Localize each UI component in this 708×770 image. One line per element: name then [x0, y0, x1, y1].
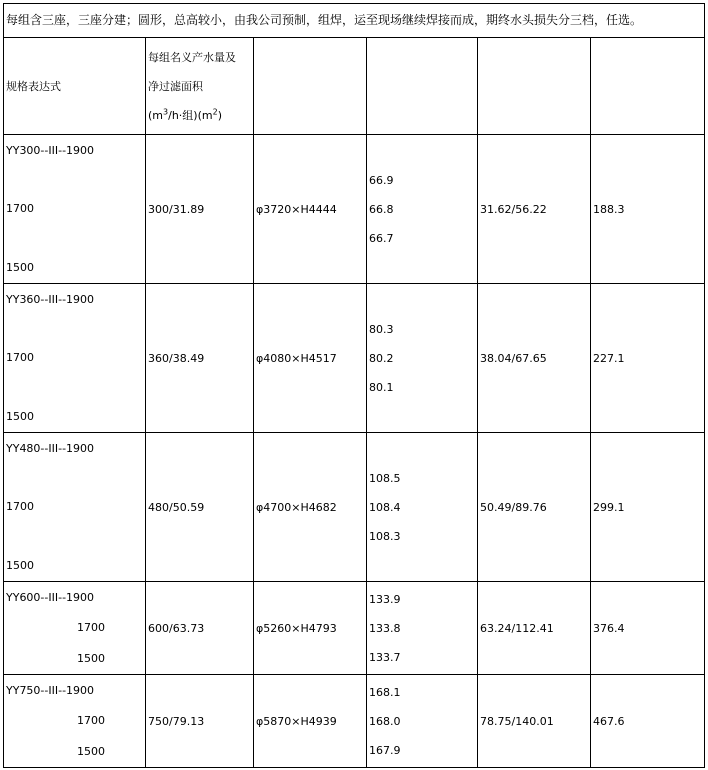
- table-row: [4, 433, 705, 582]
- header-flow-area: [146, 38, 254, 135]
- table-row: [4, 284, 705, 433]
- spec-1900: YY360--III--1900: [6, 293, 95, 306]
- spec-1900: YY480--III--1900: [6, 442, 95, 455]
- spec-1700: 1700: [77, 621, 105, 634]
- spec-cell: [4, 284, 146, 433]
- head-value: 80.2: [369, 351, 394, 365]
- heads-cell: [367, 582, 478, 675]
- note-text: 每组含三座，三座分建；圆形，总高较小，由我公司预制，组焊，运至现场继续焊接而成，期终水头损失分三档，任选。: [4, 4, 705, 38]
- spec-1700: 1700: [6, 351, 34, 364]
- dimension-cell: φ4700×H4682: [254, 433, 367, 582]
- header-empty-6: [591, 38, 705, 135]
- spec-1500: 1500: [6, 559, 34, 572]
- table-row: [4, 675, 705, 768]
- head-value: 133.9: [369, 592, 401, 606]
- dimension-cell: φ5870×H4939: [254, 675, 367, 768]
- head-value: 66.7: [369, 231, 394, 245]
- head-value: 133.7: [369, 650, 401, 664]
- header-flow-line1: 每组名义产水量及: [148, 50, 236, 64]
- head-value: 168.1: [369, 685, 401, 699]
- header-flow-line2: 净过滤面积: [148, 79, 203, 93]
- spec-1500: 1500: [6, 410, 34, 423]
- weight-cell: 227.1: [591, 284, 705, 433]
- spec-1500: 1500: [77, 745, 105, 758]
- spec-1700: 1700: [6, 500, 34, 513]
- dimension-cell: φ5260×H4793: [254, 582, 367, 675]
- head-value: 66.9: [369, 173, 394, 187]
- flow-area-cell: 480/50.59: [146, 433, 254, 582]
- spec-cell: [4, 433, 146, 582]
- ratio-cell: 63.24/112.41: [478, 582, 591, 675]
- spec-1500: 1500: [77, 652, 105, 665]
- ratio-cell: 31.62/56.22: [478, 135, 591, 284]
- spec-1500: 1500: [6, 261, 34, 274]
- ratio-cell: 50.49/89.76: [478, 433, 591, 582]
- weight-cell: 299.1: [591, 433, 705, 582]
- note-row: [4, 4, 705, 38]
- heads-cell: [367, 675, 478, 768]
- head-value: 167.9: [369, 743, 401, 757]
- dimension-cell: φ3720×H4444: [254, 135, 367, 284]
- spec-cell: [4, 135, 146, 284]
- spec-1700: 1700: [77, 714, 105, 727]
- header-flow-line3: ($m^3/h\cdot$组)$(m^2)$: [148, 106, 222, 122]
- flow-area-cell: 300/31.89: [146, 135, 254, 284]
- head-value: 108.3: [369, 529, 401, 543]
- dimension-cell: φ4080×H4517: [254, 284, 367, 433]
- spec-1900: YY600--III--1900: [6, 591, 95, 604]
- heads-cell: [367, 284, 478, 433]
- heads-cell: [367, 135, 478, 284]
- ratio-cell: 38.04/67.65: [478, 284, 591, 433]
- head-value: 133.8: [369, 621, 401, 635]
- head-value: 80.1: [369, 380, 394, 394]
- header-row: [4, 38, 705, 135]
- heads-cell: [367, 433, 478, 582]
- spec-table-wrapper: [3, 3, 704, 768]
- head-value: 108.5: [369, 471, 401, 485]
- flow-area-cell: 600/63.73: [146, 582, 254, 675]
- head-value: 80.3: [369, 322, 394, 336]
- spec-table: [3, 3, 705, 768]
- spec-1700: 1700: [6, 202, 34, 215]
- table-row: [4, 135, 705, 284]
- ratio-cell: 78.75/140.01: [478, 675, 591, 768]
- head-value: 168.0: [369, 714, 401, 728]
- weight-cell: 376.4: [591, 582, 705, 675]
- spec-1900: YY750--III--1900: [6, 684, 95, 697]
- weight-cell: 467.6: [591, 675, 705, 768]
- header-spec: 规格表达式: [4, 38, 146, 135]
- flow-area-cell: 750/79.13: [146, 675, 254, 768]
- header-empty-4: [367, 38, 478, 135]
- header-empty-3: [254, 38, 367, 135]
- spec-cell: [4, 675, 146, 768]
- flow-area-cell: 360/38.49: [146, 284, 254, 433]
- weight-cell: 188.3: [591, 135, 705, 284]
- table-row: [4, 582, 705, 675]
- spec-1900: YY300--III--1900: [6, 144, 95, 157]
- head-value: 108.4: [369, 500, 401, 514]
- header-empty-5: [478, 38, 591, 135]
- spec-cell: [4, 582, 146, 675]
- head-value: 66.8: [369, 202, 394, 216]
